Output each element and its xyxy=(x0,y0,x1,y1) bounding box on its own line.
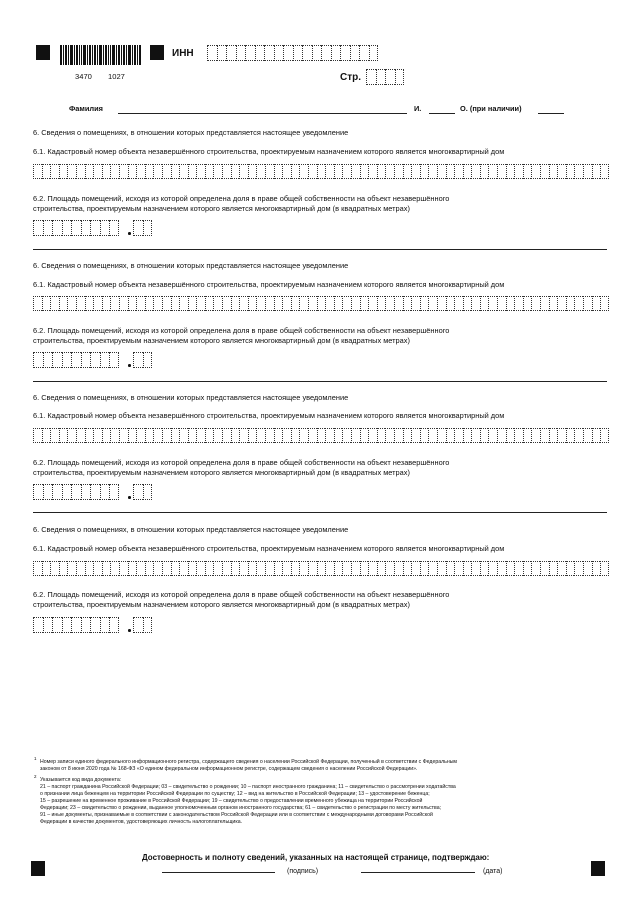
decimal-point xyxy=(128,232,131,235)
area-fraction-input[interactable] xyxy=(133,220,152,236)
inn-input[interactable] xyxy=(207,45,378,61)
date-label: (дата) xyxy=(483,868,503,875)
cadastral-number-input[interactable] xyxy=(33,296,609,311)
area-label-line2: строительства, проектируемым назначением которого является многоквартирный дом (в квадратных метрах) xyxy=(33,336,410,345)
section-title: 6. Сведения о помещениях, в отношении которых представляется настоящее уведомление xyxy=(33,393,349,402)
inn-label: ИНН xyxy=(172,48,194,59)
cadastral-label: 6.1. Кадастровый номер объекта незавершённого строительства, проектируемым назначением которого является многоквартирный дом xyxy=(33,544,505,553)
corner-marker-bottom-right xyxy=(591,861,605,876)
footnote-2-line: Федерации; 23 – свидетельство о рождении, выданное уполномоченным органом иностранного государства; 61 – свидетельство о регистрации по месту жительства; xyxy=(40,805,442,811)
area-label-line1: 6.2. Площадь помещений, исходя из которой определена доля в праве общей собственности на объект незавершённого xyxy=(33,590,450,599)
barcode-number-right: 1027 xyxy=(108,72,125,81)
area-integer-input[interactable] xyxy=(33,352,119,368)
area-label-line2: строительства, проектируемым назначением которого является многоквартирный дом (в квадратных метрах) xyxy=(33,204,410,213)
cadastral-label: 6.1. Кадастровый номер объекта незавершённого строительства, проектируемым назначением которого является многоквартирный дом xyxy=(33,147,505,156)
section-divider xyxy=(33,381,607,382)
decimal-point xyxy=(128,496,131,499)
initial-field[interactable] xyxy=(429,113,455,114)
section-title: 6. Сведения о помещениях, в отношении которых представляется настоящее уведомление xyxy=(33,525,349,534)
cadastral-number-input[interactable] xyxy=(33,164,609,179)
footnote-2-line: о признании лица беженцем на территории Российской Федерации по существу; 12 – вид на жительство в Российской Федерации; 13 – удостоверение беженца; xyxy=(40,791,430,797)
area-label-line1: 6.2. Площадь помещений, исходя из которой определена доля в праве общей собственности на объект незавершённого xyxy=(33,458,450,467)
section-divider xyxy=(33,249,607,250)
signature-field[interactable] xyxy=(162,872,275,873)
section-title: 6. Сведения о помещениях, в отношении которых представляется настоящее уведомление xyxy=(33,261,349,270)
section-title: 6. Сведения о помещениях, в отношении которых представляется настоящее уведомление xyxy=(33,128,349,137)
area-label-line2: строительства, проектируемым назначением которого является многоквартирный дом (в квадратных метрах) xyxy=(33,468,410,477)
area-label-line1: 6.2. Площадь помещений, исходя из которой определена доля в праве общей собственности на объект незавершённого xyxy=(33,194,450,203)
corner-marker-top-inn xyxy=(150,45,164,60)
patronymic-label: О. (при наличии) xyxy=(460,104,522,113)
corner-marker-top-left xyxy=(36,45,50,60)
area-label-line2: строительства, проектируемым назначением которого является многоквартирный дом (в квадратных метрах) xyxy=(33,600,410,609)
footnote-1-line1: Номер записи единого федерального информационного регистра, содержащего сведения о населении Российской Федерации, полученный в соответствии с Федеральным xyxy=(40,759,457,765)
signature-label: (подпись) xyxy=(287,868,319,875)
area-label-line1: 6.2. Площадь помещений, исходя из которой определена доля в праве общей собственности на объект незавершённого xyxy=(33,326,450,335)
area-integer-input[interactable] xyxy=(33,617,119,633)
area-fraction-input[interactable] xyxy=(133,484,152,500)
area-fraction-input[interactable] xyxy=(133,352,152,368)
barcode-number-left: 3470 xyxy=(75,72,92,81)
footnote-2-line: Федерации в качестве документов, удостоверяющих личность налогоплательщика. xyxy=(40,819,243,825)
confirmation-text: Достоверность и полноту сведений, указанных на настоящей странице, подтверждаю: xyxy=(142,853,490,862)
footnote-2-intro: Указывается код вида документа: xyxy=(40,777,122,783)
area-fraction-input[interactable] xyxy=(133,617,152,633)
footnote-1-line2: законом от 8 июня 2020 года № 168-ФЗ «О едином федеральном информационном регистре, содержащем сведения о населении Российской Федерации». xyxy=(40,766,418,772)
footnote-2-line: 91 – иные документы, признаваемые в соответствии с законодательством Российской Федерации или в соответствии с международными договорами Российской xyxy=(40,812,433,818)
cadastral-number-input[interactable] xyxy=(33,428,609,443)
footnote-1-mark: 1 xyxy=(34,756,37,761)
cadastral-label: 6.1. Кадастровый номер объекта незавершённого строительства, проектируемым назначением которого является многоквартирный дом xyxy=(33,411,505,420)
footnote-2-line: 21 – паспорт гражданина Российской Федерации; 03 – свидетельство о рождении; 10 – паспорт иностранного гражданина; 11 – свидетельство о рассмотрении ходатайства xyxy=(40,784,456,790)
corner-marker-bottom-left xyxy=(31,861,45,876)
area-integer-input[interactable] xyxy=(33,484,119,500)
page-label: Стр. xyxy=(340,72,362,83)
surname-label: Фамилия xyxy=(69,104,103,113)
cadastral-number-input[interactable] xyxy=(33,561,609,576)
footnote-2-line: 15 – разрешение на временное проживание в Российской Федерации; 19 – свидетельство о предоставлении временного убежища на территории Российской xyxy=(40,798,423,804)
decimal-point xyxy=(128,364,131,367)
initial-label: И. xyxy=(414,104,422,113)
surname-field[interactable] xyxy=(118,113,407,114)
cadastral-label: 6.1. Кадастровый номер объекта незавершённого строительства, проектируемым назначением которого является многоквартирный дом xyxy=(33,280,505,289)
barcode xyxy=(60,45,144,71)
area-integer-input[interactable] xyxy=(33,220,119,236)
patronymic-field[interactable] xyxy=(538,113,564,114)
page-number-input[interactable] xyxy=(366,69,404,85)
section-divider xyxy=(33,512,607,513)
date-field[interactable] xyxy=(361,872,475,873)
decimal-point xyxy=(128,629,131,632)
footnote-2-mark: 2 xyxy=(34,774,37,779)
